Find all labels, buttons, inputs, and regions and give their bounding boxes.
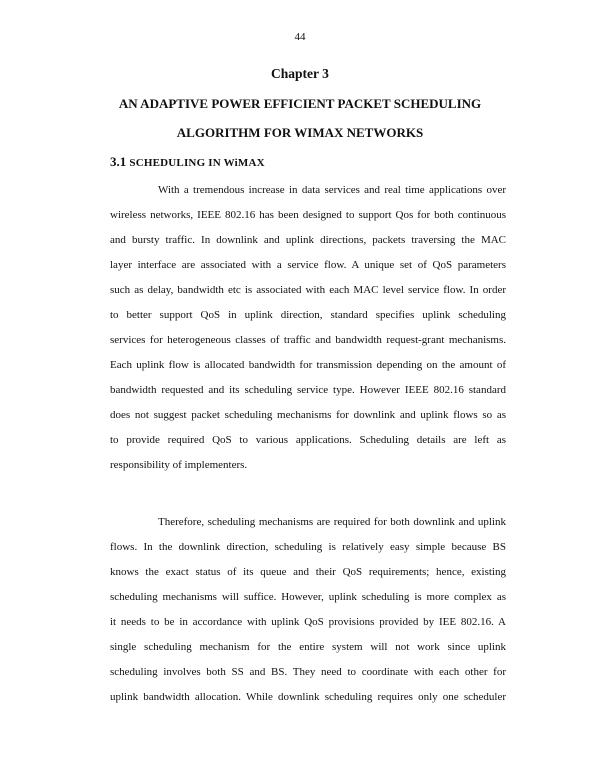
- paragraph-line: it needs to be in accordance with uplink QoS provisions provided by IEE 802.16. A: [110, 616, 506, 628]
- paragraph-line: and bursty traffic. In downlink and uplink directions, packets traversing the MAC: [110, 234, 506, 246]
- paragraph-line: such as delay, bandwidth etc is associated with each MAC level service flow. In order: [110, 284, 506, 296]
- paragraph-line: knows the exact status of its queue and their QoS requirements; hence, existing: [110, 566, 506, 578]
- paragraph-1: [110, 183, 506, 483]
- paragraph-line: With a tremendous increase in data services and real time applications over: [158, 184, 506, 196]
- section-number: 3.1: [110, 154, 127, 169]
- paragraph-line: to better support QoS in uplink direction, standard specifies uplink scheduling: [110, 309, 506, 321]
- paragraph-line: scheduling mechanisms will suffice. However, uplink scheduling is more complex as: [110, 591, 506, 603]
- paragraph-line: flows. In the downlink direction, scheduling is relatively easy simple because BS: [110, 541, 506, 553]
- paragraph-line: scheduling involves both SS and BS. They need to coordinate with each other for: [110, 666, 506, 678]
- paragraph-line: responsibility of implementers.: [110, 459, 248, 471]
- paragraph-line: wireless networks, IEEE 802.16 has been designed to support Qos for both continuous: [110, 209, 506, 221]
- paragraph-line: bandwidth requested and its scheduling service type. However IEEE 802.16 standard: [110, 384, 506, 396]
- paragraph-line: does not suggest packet scheduling mechanisms for downlink and uplink flows so as: [110, 409, 506, 421]
- paragraph-line: layer interface are associated with a service flow. A unique set of QoS parameters: [110, 259, 506, 271]
- paragraph-line: Therefore, scheduling mechanisms are required for both downlink and uplink: [158, 516, 506, 528]
- paragraph-2: [110, 515, 506, 715]
- page-number: 44: [294, 31, 306, 43]
- paragraph-line: uplink bandwidth allocation. While downlink scheduling requires only one scheduler: [110, 691, 506, 703]
- paragraph-line: single scheduling mechanism for the entire system will not work since uplink: [110, 641, 506, 653]
- paragraph-line: to provide required QoS to various applications. Scheduling details are left as: [110, 434, 506, 446]
- paragraph-line: Each uplink flow is allocated bandwidth for transmission depending on the amount of: [110, 359, 506, 371]
- section-heading: [110, 154, 265, 170]
- chapter-title-line-1: AN ADAPTIVE POWER EFFICIENT PACKET SCHEDULING: [118, 96, 482, 111]
- paragraph-line: services for heterogeneous classes of traffic and bandwidth request-grant mechanisms.: [110, 334, 506, 346]
- chapter-title-line-2: ALGORITHM FOR WIMAX NETWORKS: [176, 125, 424, 140]
- section-title: SCHEDULING IN WiMAX: [129, 157, 265, 169]
- chapter-label: Chapter 3: [271, 66, 329, 81]
